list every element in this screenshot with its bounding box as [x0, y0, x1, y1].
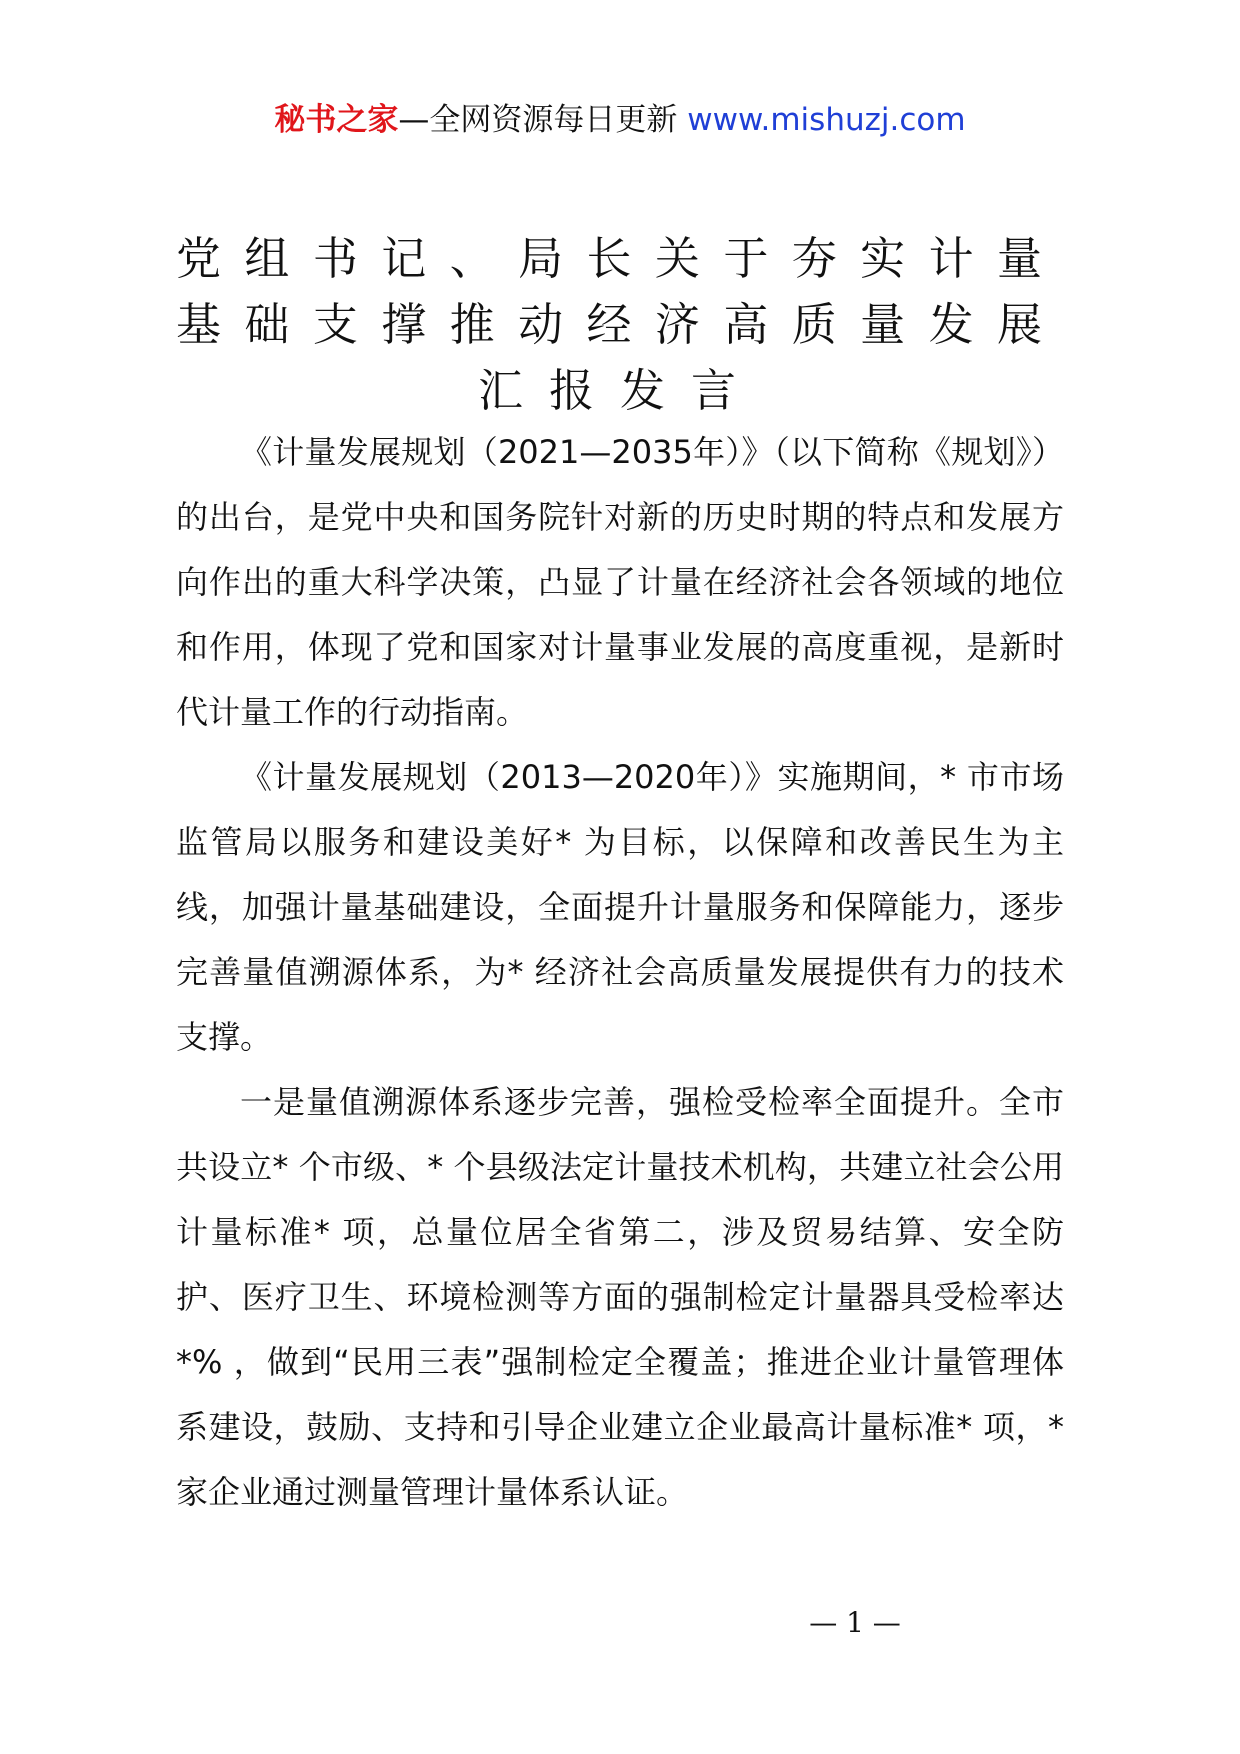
site-url-link[interactable]: www.mishuzj.com [687, 102, 966, 138]
title-line-2: 基础支撑推动经济高质量发展 [176, 298, 1064, 351]
site-header [0, 100, 1240, 140]
document-body [176, 420, 1064, 1525]
site-brand: 秘书之家 [274, 102, 399, 138]
title-line-3: 汇报发言 [477, 364, 762, 417]
page-number: — 1 — [809, 1606, 901, 1639]
title-line-1: 党组书记、局长关于夯实计量 [176, 232, 1064, 285]
paragraph-1: 《计量发展规划（2021—2035年）》（以下简称《规划》）的出台，是党中央和国务院针对新的历史时期的特点和发展方向作出的重大科学决策，凸显了计量在经济社会各领域的地位和作用，体现了党和国家对计量事业发展的高度重视，是新时代计量工作的行动指南。 [176, 433, 1064, 731]
document-title [176, 226, 1064, 424]
site-tagline: —全网资源每日更新 [398, 102, 678, 138]
paragraph-3: 一是量值溯源体系逐步完善，强检受检率全面提升。全市共设立* 个市级、* 个县级法定计量技术机构，共建立社会公用计量标准* 项，总量位居全省第二，涉及贸易结算、安全防护、医疗卫生、环境检测等方面的强制检定计量器具受检率达*% ，做到“民用三表”强制检定全覆盖；推进企业计量管理体系建设，鼓励、支持和引导企业建立企业最高计量标准* 项，* 家企业通过测量管理计量体系认证。 [176, 1083, 1064, 1511]
paragraph-2: 《计量发展规划（2013—2020年）》实施期间，* 市市场监管局以服务和建设美好* 为目标，以保障和改善民生为主线，加强计量基础建设，全面提升计量服务和保障能力，逐步完善量值溯源体系，为* 经济社会高质量发展提供有力的技术支撑。 [176, 758, 1064, 1056]
